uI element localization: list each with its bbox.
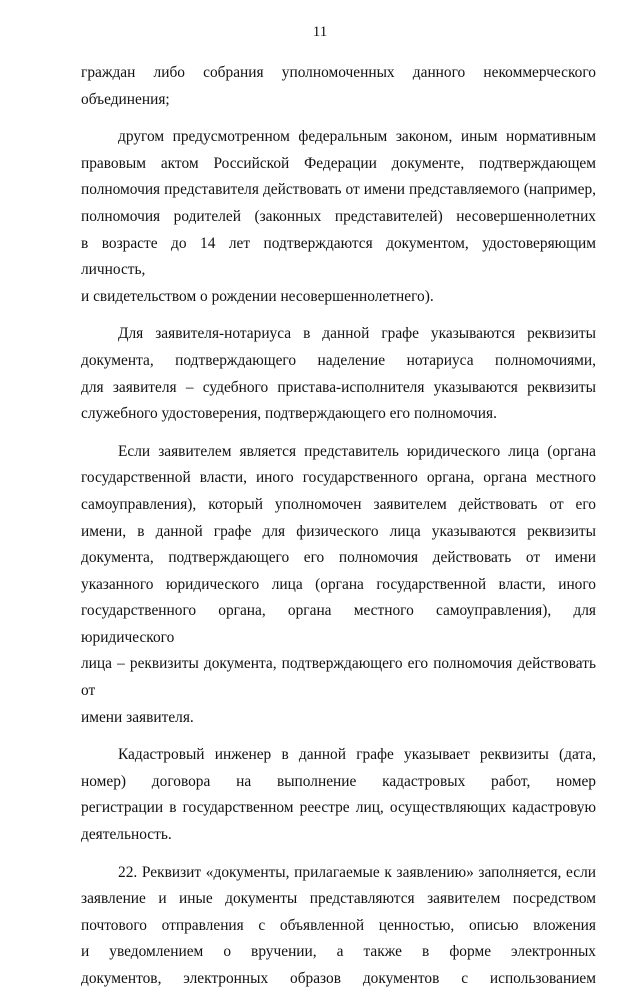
text-line: 22. Реквизит «документы, прилагаемые к заявлению» заполняется, если (118, 863, 596, 881)
text-line: самоуправления), который уполномочен заявителем действовать от его (81, 495, 596, 513)
text-line: граждан либо собрания уполномоченных данного некоммерческого (81, 64, 596, 81)
text-line: государственной власти, иного государственного органа, органа местного (81, 469, 596, 487)
text-line: и свидетельством о рождении несовершеннолетнего). (81, 287, 434, 305)
text-line: Кадастровый инженер в данной графе указывает реквизиты (дата, (118, 746, 596, 764)
text-line: полномочия родителей (законных представителей) несовершеннолетних (81, 207, 596, 225)
text-line: Если заявителем является представитель юридического лица (органа (118, 442, 596, 460)
text-line: указанного юридического лица (органа государственной власти, иного (81, 575, 596, 593)
text-line: и уведомлением о вручении, а также в форме электронных (81, 943, 596, 961)
text-line: документа, подтверждающего наделение нотариуса полномочиями, (81, 351, 596, 369)
text-line: имени, в данной графе для физического лица указываются реквизиты (81, 522, 596, 540)
text-line: почтового отправления с объявленной ценностью, описью вложения (81, 916, 596, 934)
text-line: полномочия представителя действовать от имени представляемого (например, (81, 181, 596, 199)
text-line: номер) договора на выполнение кадастровых работ, номер (81, 772, 596, 790)
text-line: Для заявителя-нотариуса в данной графе указываются реквизиты (118, 325, 596, 343)
page-number: 11 (312, 24, 328, 40)
text-line: в возрасте до 14 лет подтверждаются документом, удостоверяющим личность, (81, 234, 596, 279)
text-line: документов, электронных образов документов с использованием (81, 970, 596, 987)
text-line: государственного органа, органа местного самоуправления), для юридического (81, 602, 596, 646)
text-line: документа, подтверждающего его полномочия действовать от имени (81, 549, 596, 567)
text-line: заявление и иные документы представляются заявителем посредством (81, 890, 596, 908)
text-line: объединения; (81, 90, 170, 108)
text-line: лица – реквизиты документа, подтверждающего его полномочия действовать от (81, 655, 596, 700)
text-line: другом предусмотренном федеральным законом, иным нормативным (118, 128, 596, 146)
text-line: регистрации в государственном реестре лиц, осуществляющих кадастровую (81, 799, 596, 817)
text-line: имени заявителя. (81, 708, 194, 726)
document-body (81, 60, 596, 993)
text-line: правовым актом Российской Федерации документе, подтверждающем (81, 154, 596, 172)
text-line: деятельность. (81, 826, 172, 844)
text-line: служебного удостоверения, подтверждающего его полномочия. (81, 405, 497, 423)
text-line: для заявителя – судебного пристава-исполнителя указываются реквизиты (81, 378, 596, 396)
